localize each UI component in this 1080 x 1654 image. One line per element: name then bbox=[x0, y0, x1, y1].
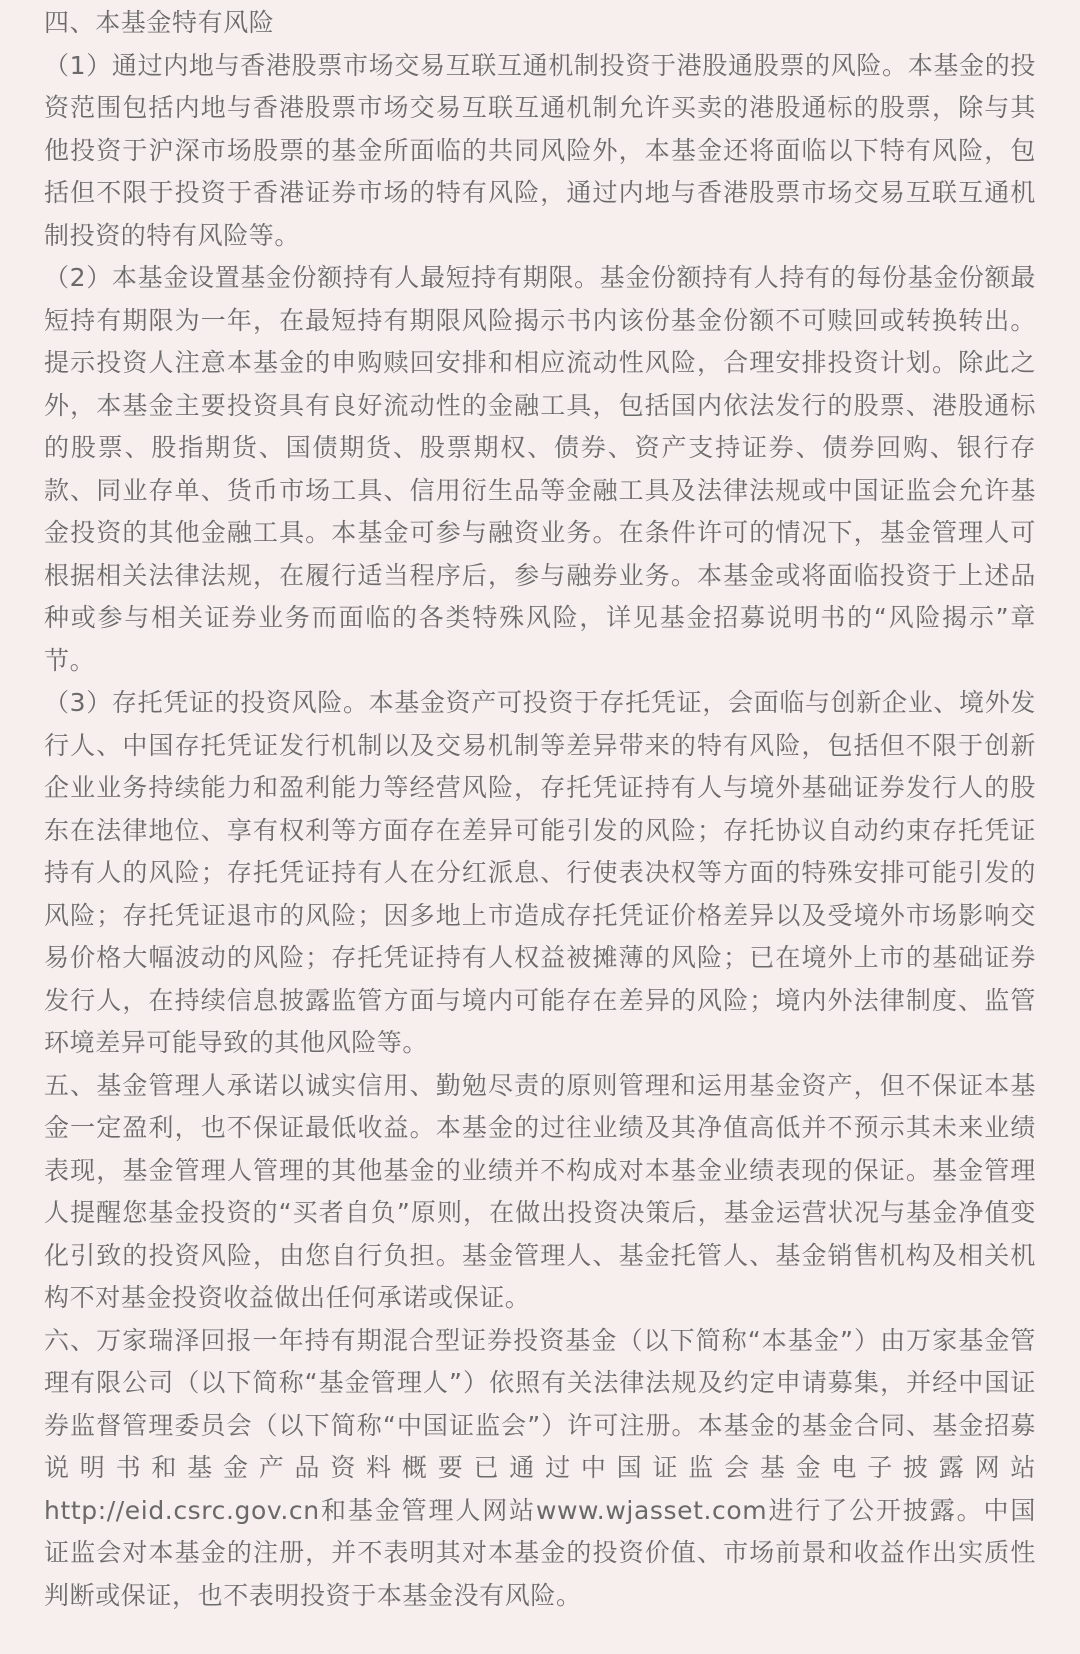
section-6 bbox=[44, 1320, 1036, 1618]
section-4-item-2: （2）本基金设置基金份额持有人最短持有期限。基金份额持有人持有的每份基金份额最短持有期限为一年，在最短持有期限风险揭示书内该份基金份额不可赎回或转换转出。提示投资人注意本基金的申购赎回安排和相应流动性风险，合理安排投资计划。除此之外，本基金主要投资具有良好流动性的金融工具，包括国内依法发行的股票、港股通标的股票、股指期货、国债期货、股票期权、债券、资产支持证券、债券回购、银行存款、同业存单、货币市场工具、信用衍生品等金融工具及法律法规或中国证监会允许基金投资的其他金融工具。本基金可参与融资业务。在条件许可的情况下，基金管理人可根据相关法律法规，在履行适当程序后，参与融券业务。本基金或将面临投资于上述品种或参与相关证券业务而面临的各类特殊风险，详见基金招募说明书的“风险揭示”章节。 bbox=[44, 263, 1036, 675]
section-4-item-3: （3）存托凭证的投资风险。本基金资产可投资于存托凭证，会面临与创新企业、境外发行人、中国存托凭证发行机制以及交易机制等差异带来的特有风险，包括但不限于创新企业业务持续能力和盈利能力等经营风险，存托凭证持有人与境外基础证券发行人的股东在法律地位、享有权利等方面存在差异可能引发的风险；存托协议自动约束存托凭证持有人的风险；存托凭证持有人在分红派息、行使表决权等方面的特殊安排可能引发的风险；存托凭证退市的风险；因多地上市造成存托凭证价格差异以及受境外市场影响交易价格大幅波动的风险；存托凭证持有人权益被摊薄的风险；已在境外上市的基础证券发行人，在持续信息披露监管方面与境内可能存在差异的风险；境内外法律制度、监管环境差异可能导致的其他风险等。 bbox=[44, 688, 1036, 1057]
section-4-heading: 四、本基金特有风险 bbox=[44, 8, 275, 37]
section-4 bbox=[44, 2, 1036, 1065]
section-5 bbox=[44, 1065, 1036, 1320]
section-4-item-1: （1）通过内地与香港股票市场交易互联互通机制投资于港股通股票的风险。本基金的投资范围包括内地与香港股票市场交易互联互通机制允许买卖的港股通标的股票，除与其他投资于沪深市场股票的基金所面临的共同风险外，本基金还将面临以下特有风险，包括但不限于投资于香港证券市场的特有风险，通过内地与香港股票市场交易互联互通机制投资的特有风险等。 bbox=[44, 50, 1036, 250]
section-6-text: 六、万家瑞泽回报一年持有期混合型证券投资基金（以下简称“本基金”）由万家基金管理有限公司（以下简称“基金管理人”）依照有关法律法规及约定申请募集，并经中国证券监督管理委员会（以下简称“中国证监会”）许可注册。本基金的基金合同、基金招募说明书和基金产品资料概要已通过中国证监会基金电子披露网站http://eid.csrc.gov.cn和基金管理人网站www.wjasset.com进行了公开披露。中国证监会对本基金的注册，并不表明其对本基金的投资价值、市场前景和收益作出实质性判断或保证，也不表明投资于本基金没有风险。 bbox=[44, 1325, 1036, 1610]
section-5-text: 五、基金管理人承诺以诚实信用、勤勉尽责的原则管理和运用基金资产，但不保证本基金一定盈利，也不保证最低收益。本基金的过往业绩及其净值高低并不预示其未来业绩表现，基金管理人管理的其他基金的业绩并不构成对本基金业绩表现的保证。基金管理人提醒您基金投资的“买者自负”原则，在做出投资决策后，基金运营状况与基金净值变化引致的投资风险，由您自行负担。基金管理人、基金托管人、基金销售机构及相关机构不对基金投资收益做出任何承诺或保证。 bbox=[44, 1070, 1036, 1312]
